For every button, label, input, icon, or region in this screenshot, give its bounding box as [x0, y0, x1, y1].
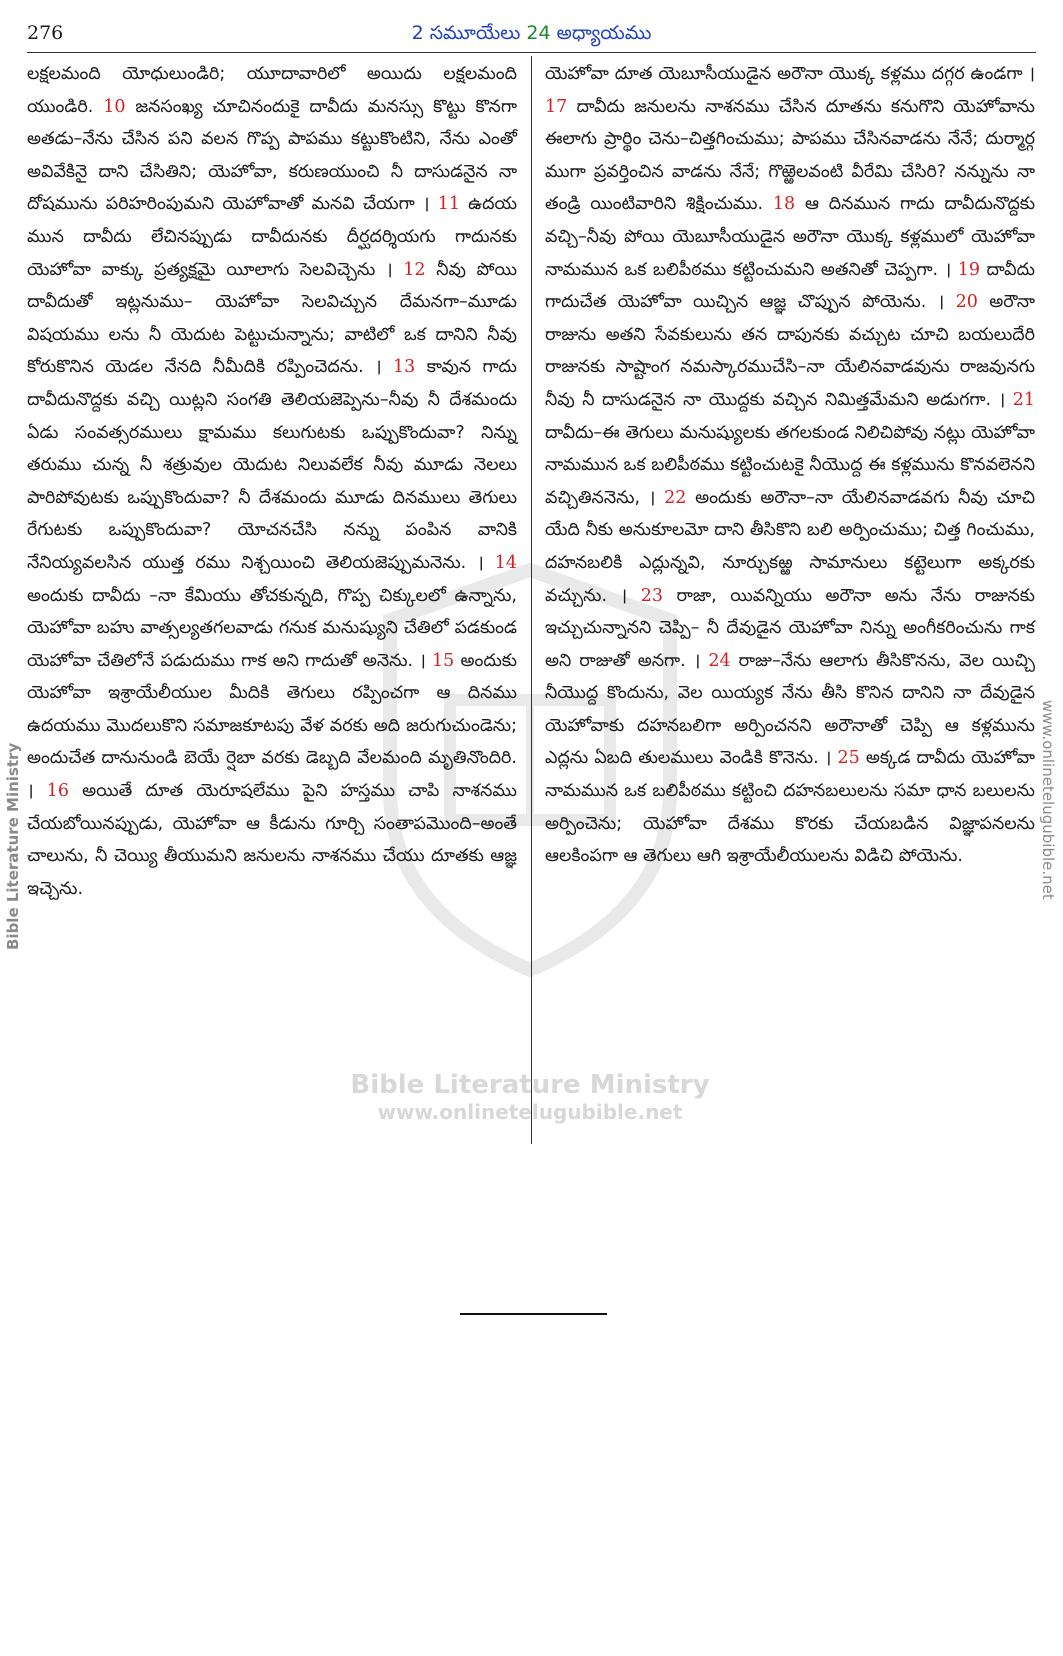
- verse-number: 10: [103, 96, 126, 117]
- center-watermark-url: www.onlinetelugubible.net: [377, 1100, 683, 1124]
- column-text: [545, 58, 1035, 873]
- column-divider: [531, 56, 532, 1144]
- verse-text: దావీదు గాదుచేత యెహోవా యిచ్చిన ఆజ్ఞ చొప్పున పోయెను. ।: [545, 259, 1035, 313]
- verse-text: ఉదయ మున దావీదు లేచినప్పుడు దావీదునకు దీర్ఘదర్శియగు గాదునకు యెహోవా వాక్కు ప్రత్యక్షమై యీలాగు సెలవిచ్చెను ।: [27, 194, 517, 280]
- verse-number: 23: [640, 585, 663, 606]
- verse-number: 22: [664, 487, 687, 508]
- column-text: [27, 58, 517, 905]
- verse-text: కావున గాదు దావీదునొద్దకు వచ్చి యిట్లని సంగతి తెలియజెప్పెను–నీవు నీ దేశమందు ఏడు సంవత్సరములు క్షామము కలుగుటకు ఒప్పుకొందువా? నిన్ను తరుము చున్న నీ శత్రువుల యెదుట నిలువలేక నీవు మూడు నెలలు పారిపోవుటకు ఒప్పుకొందువా? నీ దేశమందు మూడు దినములు తెగులు రేగుటకు ఒప్పుకొందువా? యోచనచేసి నన్ను పంపిన వానికి నేనియ్యవలసిన యుత్త రము నిశ్చయించి తెలియజెప్పుమనెను. ।: [27, 357, 517, 573]
- verse-text: అందుకు అరౌనా–నా యేలినవాడవగు నీవు చూచి యేది నీకు అనుకూలమో దాని తీసికొని బలి అర్పించుము; చిత్త గించుము, దహనబలికి ఎద్లున్నవి, నూర్చుకఱ్ఱ సామానులు కట్టెలుగా అక్కరకు వచ్చును. ।: [545, 487, 1035, 606]
- center-watermark: [270, 1070, 790, 1124]
- verse-number: 15: [432, 650, 455, 671]
- verse-text: అందుకు యెహోవా ఇశ్రాయేలీయుల మీదికి తెగులు రప్పించగా ఆ దినము ఉదయము మొదలుకొని సమాజకూటపు వేళ వరకు అది జరుగుచుండెను; అందుచేత దానునుండి బెయే ర్షెబా వరకు డెబ్బది వేలమంది మృతినొందిరి. ।: [27, 650, 517, 802]
- verse-number: 24: [708, 650, 731, 671]
- header-book: 2 సమూయేలు: [411, 22, 521, 44]
- side-watermark-right: www.onlinetelugubible.net: [1039, 700, 1057, 900]
- verse-number: 17: [545, 96, 568, 117]
- verse-text: అరౌనా రాజును అతని సేవకులును తన దాపునకు వచ్చుట చూచి బయలుదేరి రాజునకు సాష్టాంగ నమస్కారముచేసి–నా యేలినవాడవును రాజవునగు నీవు నీ దాసుడనైన నా యొద్దకు వచ్చిన నిమిత్తమేమని అడుగగా. ।: [545, 292, 1035, 410]
- verse-text: దావీదు జనులను నాశనము చేసిన దూతను కనుగొని యెహోవాను ఈలాగు ప్రార్థిం చెను–చిత్తగించుము; పాపము చేసినవాడను నేనే; దుర్మార్గ ముగా ప్రవర్తించిన వాడను నేనే; గొఱ్ఱెలవంటి వీరేమి చేసిరి? నన్నును నా తండ్రి యింటివారిని శిక్షించుము.: [545, 96, 1035, 215]
- verse-number: 21: [1012, 389, 1035, 410]
- verse-number: 16: [46, 781, 70, 802]
- page-number: 276: [27, 22, 64, 44]
- verse-text: జనసంఖ్య చూచినందుకై దావీదు మనస్సు కొట్టు కొనగా అతడు–నేను చేసిన పని వలన గొప్ప పాపము కట్టుకొంటిని, నేను ఎంతో అవివేకినై దాని చేసితిని; యెహోవా, కరుణయుంచి నీ దాసుడనైన నా దోషమును పరిహరింపుమని యెహోవాతో మనవి చేయగా ।: [27, 96, 517, 215]
- verse-number: 12: [403, 259, 426, 280]
- verse-text: అందుకు దావీదు –నా కేమియు తోచకున్నది, గొప్ప చిక్కులలో ఉన్నాను, యెహోవా బహు వాత్సల్యతగలవాడు గనుక మనుష్యుని చేతిలో పడకుండ యెహోవా చేతిలోనే పడుదుము గాక అని గాదుతో అనెను. ।: [27, 585, 517, 671]
- center-watermark-title: Bible Literature Ministry: [350, 1070, 710, 1100]
- header-chapter-number: 24: [526, 22, 551, 44]
- verse-text: దావీదు–ఈ తెగులు మనుష్యులకు తగలకుండ నిలిచిపోవు నట్లు యెహోవా నామమున ఒక బలిపీఠము కట్టించుటకై నీయొద్ద ఈ కళ్లమును కొనవలెనని వచ్చితిననెను, ।: [545, 422, 1035, 508]
- verse-text: రాజు–నేను ఆలాగు తీసికొనను, వెల యిచ్చి నీయొద్ద కొందును, వెల యియ్యక నేను తీసి కొనిన దానిని నా దేవుడైన యెహోవాకు దహనబలిగా అర్పించనని అరౌనాతో చెప్పి ఆ కళ్లమును ఎద్లను ఏబది తులములు వెండికి కొనెను. ।: [545, 650, 1035, 769]
- verse-text: లక్షలమంది యోధులుండిరి; యూదావారిలో అయిదు లక్షలమంది యుండిరి.: [27, 64, 517, 117]
- verse-number: 18: [772, 194, 796, 215]
- right-column: [545, 58, 1035, 873]
- left-column: [27, 58, 517, 905]
- verse-number: 19: [957, 259, 980, 280]
- verse-text: అయితే దూత యెరూషలేము పైని హస్తము చాపి నాశనము చేయబోయినప్పుడు, యెహోవా ఆ కీడును గూర్చి సంతాపమొంది–అంతే చాలును, నీ చెయ్యి తీయుమని జనులను నాశనము చేయు దూతకు ఆజ్ఞ ఇచ్చెను.: [27, 781, 517, 899]
- header-rule: [27, 52, 1036, 53]
- side-watermark-left: Bible Literature Ministry: [4, 742, 22, 950]
- verse-number: 13: [393, 357, 416, 378]
- verse-text: రాజా, యివన్నియు అరౌనా అను నేను రాజునకు ఇచ్చుచున్నానని చెప్పి– నీ దేవుడైన యెహోవా నిన్ను అంగీకరించును గాక అని రాజుతో అనగా. ।: [545, 585, 1035, 671]
- header-chapter-word: అధ్యాయము: [556, 22, 652, 44]
- verse-number: 14: [494, 552, 517, 573]
- verse-text: ఆ దినమున గాదు దావీదునొద్దకు వచ్చి–నీవు పోయి యెబూసీయుడైన అరౌనా యొక్క కళ్లములో యెహోవా నామమున ఒక బలిపీఠము కట్టించుమని అతనితో చెప్పగా. ।: [545, 194, 1035, 280]
- verse-number: 25: [837, 748, 860, 769]
- verse-number: 11: [437, 194, 460, 215]
- running-header: [0, 22, 1063, 49]
- verse-text: యెహోవా దూత యెబూసీయుడైన అరౌనా యొక్క కళ్లము దగ్గర ఉండగా ।: [545, 64, 1035, 84]
- verse-text: నీవు పోయి దావీదుతో ఇట్లనుము– యెహోవా సెలవిచ్చున దేమనగా–మూడు విషయము లను నీ యెదుట పెట్టుచున్నాను; వాటిలో ఒక దానిని నీవు కోరుకొనిన యెడల నేనది నీమీదికి రప్పించెదను. ।: [27, 259, 517, 378]
- chapter-end-rule: [460, 1313, 607, 1315]
- verse-number: 20: [955, 292, 978, 313]
- verse-text: అక్కడ దావీదు యెహోవా నామమున ఒక బలిపీఠము కట్టించి దహనబలులను సమా ధాన బలులను అర్పించెను; యెహోవా దేశము కొరకు చేయబడిన విజ్ఞాపనలను ఆలకింపగా ఆ తెగులు ఆగి ఇశ్రాయేలీయులను విడిచి పోయెను.: [545, 748, 1035, 867]
